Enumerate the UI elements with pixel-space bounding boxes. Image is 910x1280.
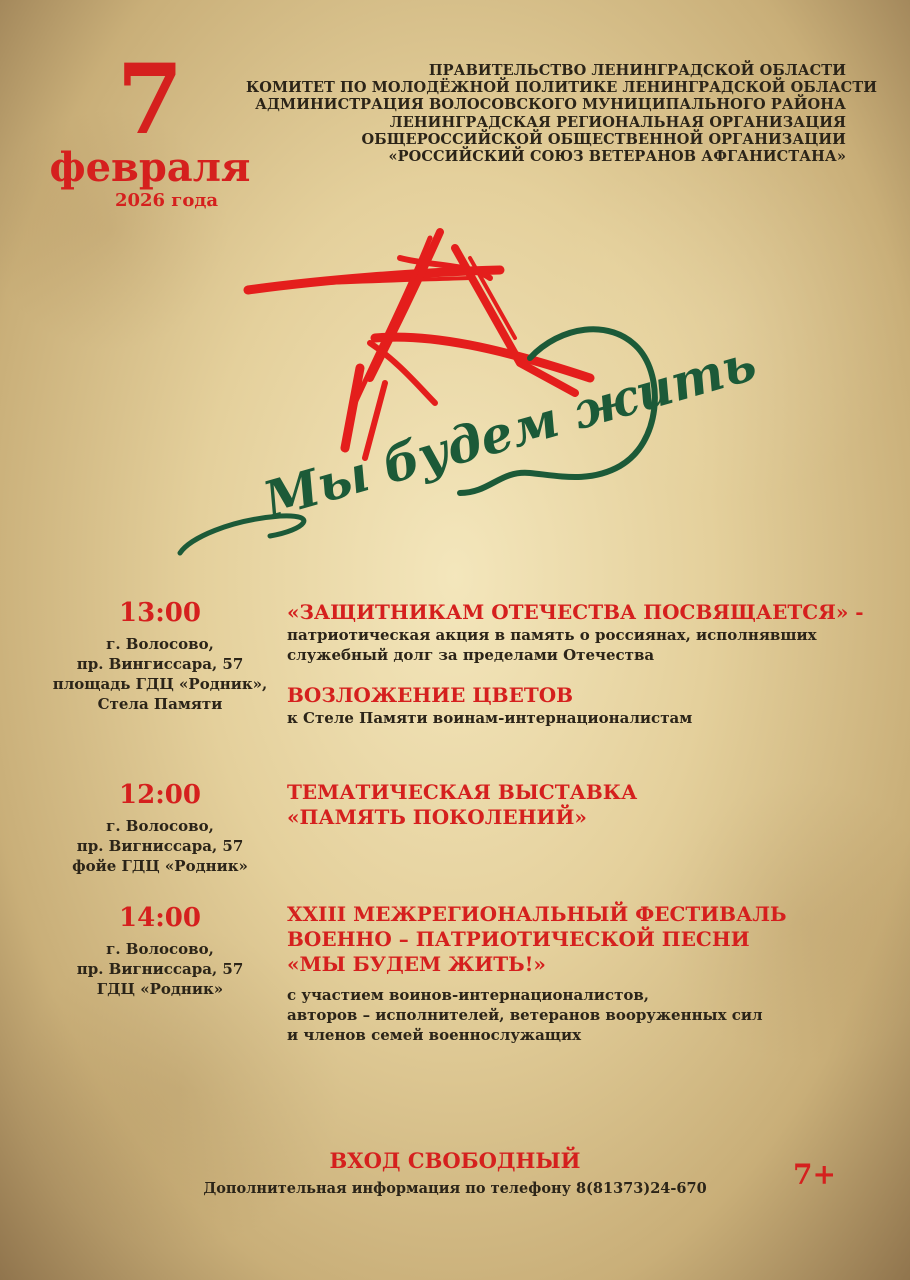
organizer-line: ПРАВИТЕЛЬСТВО ЛЕНИНГРАДСКОЙ ОБЛАСТИ bbox=[428, 62, 846, 79]
contact-info: Дополнительная информация по телефону 8(81373)24-670 bbox=[203, 1180, 707, 1197]
event-item bbox=[287, 780, 867, 830]
event-time: 12:00 bbox=[119, 780, 201, 810]
event-title: «МЫ БУДЕМ ЖИТЬ!» bbox=[287, 952, 546, 976]
event-address bbox=[40, 816, 280, 876]
free-entry-label: ВХОД СВОБОДНЫЙ bbox=[329, 1148, 581, 1173]
event-title: «ПАМЯТЬ ПОКОЛЕНИЙ» bbox=[287, 805, 587, 829]
organizer-line: ЛЕНИНГРАДСКАЯ РЕГИОНАЛЬНАЯ ОРГАНИЗАЦИЯ bbox=[389, 113, 846, 131]
festival-logo bbox=[170, 218, 763, 563]
schedule-time-block bbox=[40, 903, 280, 999]
date-year: 2026 года bbox=[114, 190, 218, 211]
address-line: г. Волосово, bbox=[106, 635, 214, 653]
schedule-time-block bbox=[40, 780, 280, 876]
event-address bbox=[40, 939, 280, 999]
event-title: ВОЕННО – ПАТРИОТИЧЕСКОЙ ПЕСНИ bbox=[287, 927, 750, 951]
organizer-line: ОБЩЕРОССИЙСКОЙ ОБЩЕСТВЕННОЙ ОРГАНИЗАЦИИ bbox=[361, 130, 846, 148]
event-title: ТЕМАТИЧЕСКАЯ ВЫСТАВКА bbox=[287, 780, 638, 804]
address-line: пр. Вигниссара, 57 bbox=[76, 837, 244, 855]
event-description: и членов семей военнослужащих bbox=[287, 1026, 582, 1044]
organizer-line: «РОССИЙСКИЙ СОЮЗ ВЕТЕРАНОВ АФГАНИСТАНА» bbox=[388, 148, 846, 166]
address-line: Стела Памяти bbox=[97, 695, 223, 713]
event-description: патриотическая акция в память о россиянах, исполнявших bbox=[287, 626, 817, 644]
event-description: авторов – исполнителей, ветеранов вооруженных сил bbox=[287, 1006, 763, 1024]
event-description: служебный долг за пределами Отечества bbox=[287, 646, 655, 664]
event-description: к Стеле Памяти воинам-интернационалистам bbox=[287, 709, 693, 727]
organizers-list bbox=[246, 62, 878, 166]
age-rating-badge: 7+ bbox=[793, 1158, 836, 1191]
event-time: 13:00 bbox=[119, 598, 201, 628]
address-line: пр. Вингиссара, 57 bbox=[76, 655, 244, 673]
event-title: ВОЗЛОЖЕНИЕ ЦВЕТОВ bbox=[287, 683, 574, 707]
schedule-time-block bbox=[40, 598, 280, 714]
address-line: ГДЦ «Родник» bbox=[96, 980, 224, 998]
event-item bbox=[287, 683, 867, 728]
logo-title: Мы будем жить bbox=[257, 332, 763, 530]
date-month: февраля bbox=[49, 144, 251, 191]
address-line: пр. Вигниссара, 57 bbox=[76, 960, 244, 978]
event-item bbox=[287, 600, 867, 665]
event-address bbox=[40, 634, 280, 714]
event-time: 14:00 bbox=[119, 903, 201, 933]
address-line: фойе ГДЦ «Родник» bbox=[72, 857, 248, 875]
event-item bbox=[287, 902, 867, 1045]
date-day: 7 bbox=[116, 43, 184, 156]
address-line: площадь ГДЦ «Родник», bbox=[52, 675, 268, 693]
event-description: с участием воинов-интернационалистов, bbox=[287, 986, 650, 1004]
organizer-line: КОМИТЕТ ПО МОЛОДЁЖНОЙ ПОЛИТИКЕ ЛЕНИНГРАДСКОЙ ОБЛАСТИ bbox=[246, 79, 878, 97]
free-entry bbox=[0, 1148, 910, 1173]
event-date bbox=[40, 43, 260, 211]
organizer-line: АДМИНИСТРАЦИЯ ВОЛОСОВСКОГО МУНИЦИПАЛЬНОГО РАЙОНА bbox=[255, 96, 846, 114]
address-line: г. Волосово, bbox=[106, 940, 214, 958]
address-line: г. Волосово, bbox=[106, 817, 214, 835]
event-title: «ЗАЩИТНИКАМ ОТЕЧЕСТВА ПОСВЯЩАЕТСЯ» - bbox=[287, 600, 864, 624]
event-title: XXIII МЕЖРЕГИОНАЛЬНЫЙ ФЕСТИВАЛЬ bbox=[287, 902, 787, 926]
